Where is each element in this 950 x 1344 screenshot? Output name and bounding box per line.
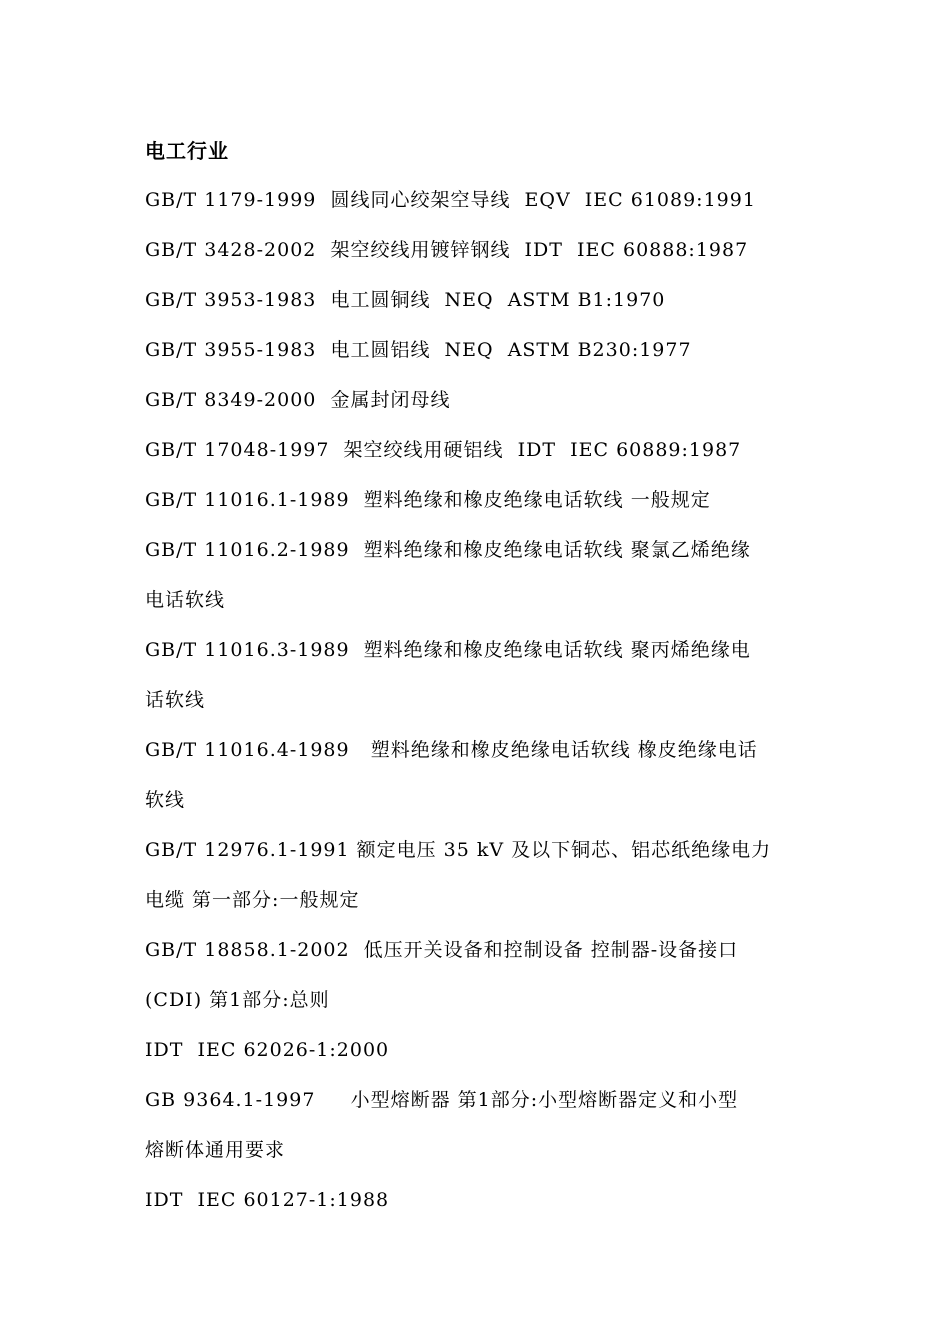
standards-list (145, 185, 825, 1235)
list-item: GB/T 11016.3-1989 塑料绝缘和橡皮绝缘电话软线 聚丙烯绝缘电 (145, 639, 751, 661)
list-item: GB/T 1179-1999 圆线同心绞架空导线 EQV IEC 61089:1991 (145, 189, 756, 211)
list-item: GB/T 11016.1-1989 塑料绝缘和橡皮绝缘电话软线 一般规定 (145, 489, 711, 511)
list-item: GB/T 3955-1983 电工圆铝线 NEQ ASTM B230:1977 (145, 339, 692, 361)
list-item: IDT IEC 62026-1:2000 (145, 1039, 390, 1061)
list-item: GB/T 12976.1-1991 额定电压 35 kV 及以下铜芯、铝芯纸绝缘电力 (145, 839, 772, 861)
list-item: GB/T 8349-2000 金属封闭母线 (145, 389, 451, 411)
list-item: IDT IEC 60127-1:1988 (145, 1189, 390, 1211)
list-item: (CDI) 第1部分:总则 (145, 989, 330, 1011)
list-item: GB/T 17048-1997 架空绞线用硬铝线 IDT IEC 60889:1987 (145, 439, 742, 461)
list-item: 话软线 (145, 689, 206, 711)
list-item: 电缆 第一部分:一般规定 (145, 889, 360, 911)
list-item: 软线 (145, 789, 186, 811)
list-item: 熔断体通用要求 (145, 1139, 286, 1161)
list-item: 电话软线 (145, 589, 226, 611)
section-heading: 电工行业 (145, 139, 229, 163)
list-item: GB/T 18858.1-2002 低压开关设备和控制设备 控制器-设备接口 (145, 939, 739, 961)
list-item: GB/T 11016.4-1989 塑料绝缘和橡皮绝缘电话软线 橡皮绝缘电话 (145, 739, 758, 761)
list-item: GB/T 11016.2-1989 塑料绝缘和橡皮绝缘电话软线 聚氯乙烯绝缘 (145, 539, 751, 561)
list-item: GB/T 3953-1983 电工圆铜线 NEQ ASTM B1:1970 (145, 289, 666, 311)
list-item: GB 9364.1-1997 小型熔断器 第1部分:小型熔断器定义和小型 (145, 1089, 739, 1111)
list-item: GB/T 3428-2002 架空绞线用镀锌钢线 IDT IEC 60888:1987 (145, 239, 749, 261)
